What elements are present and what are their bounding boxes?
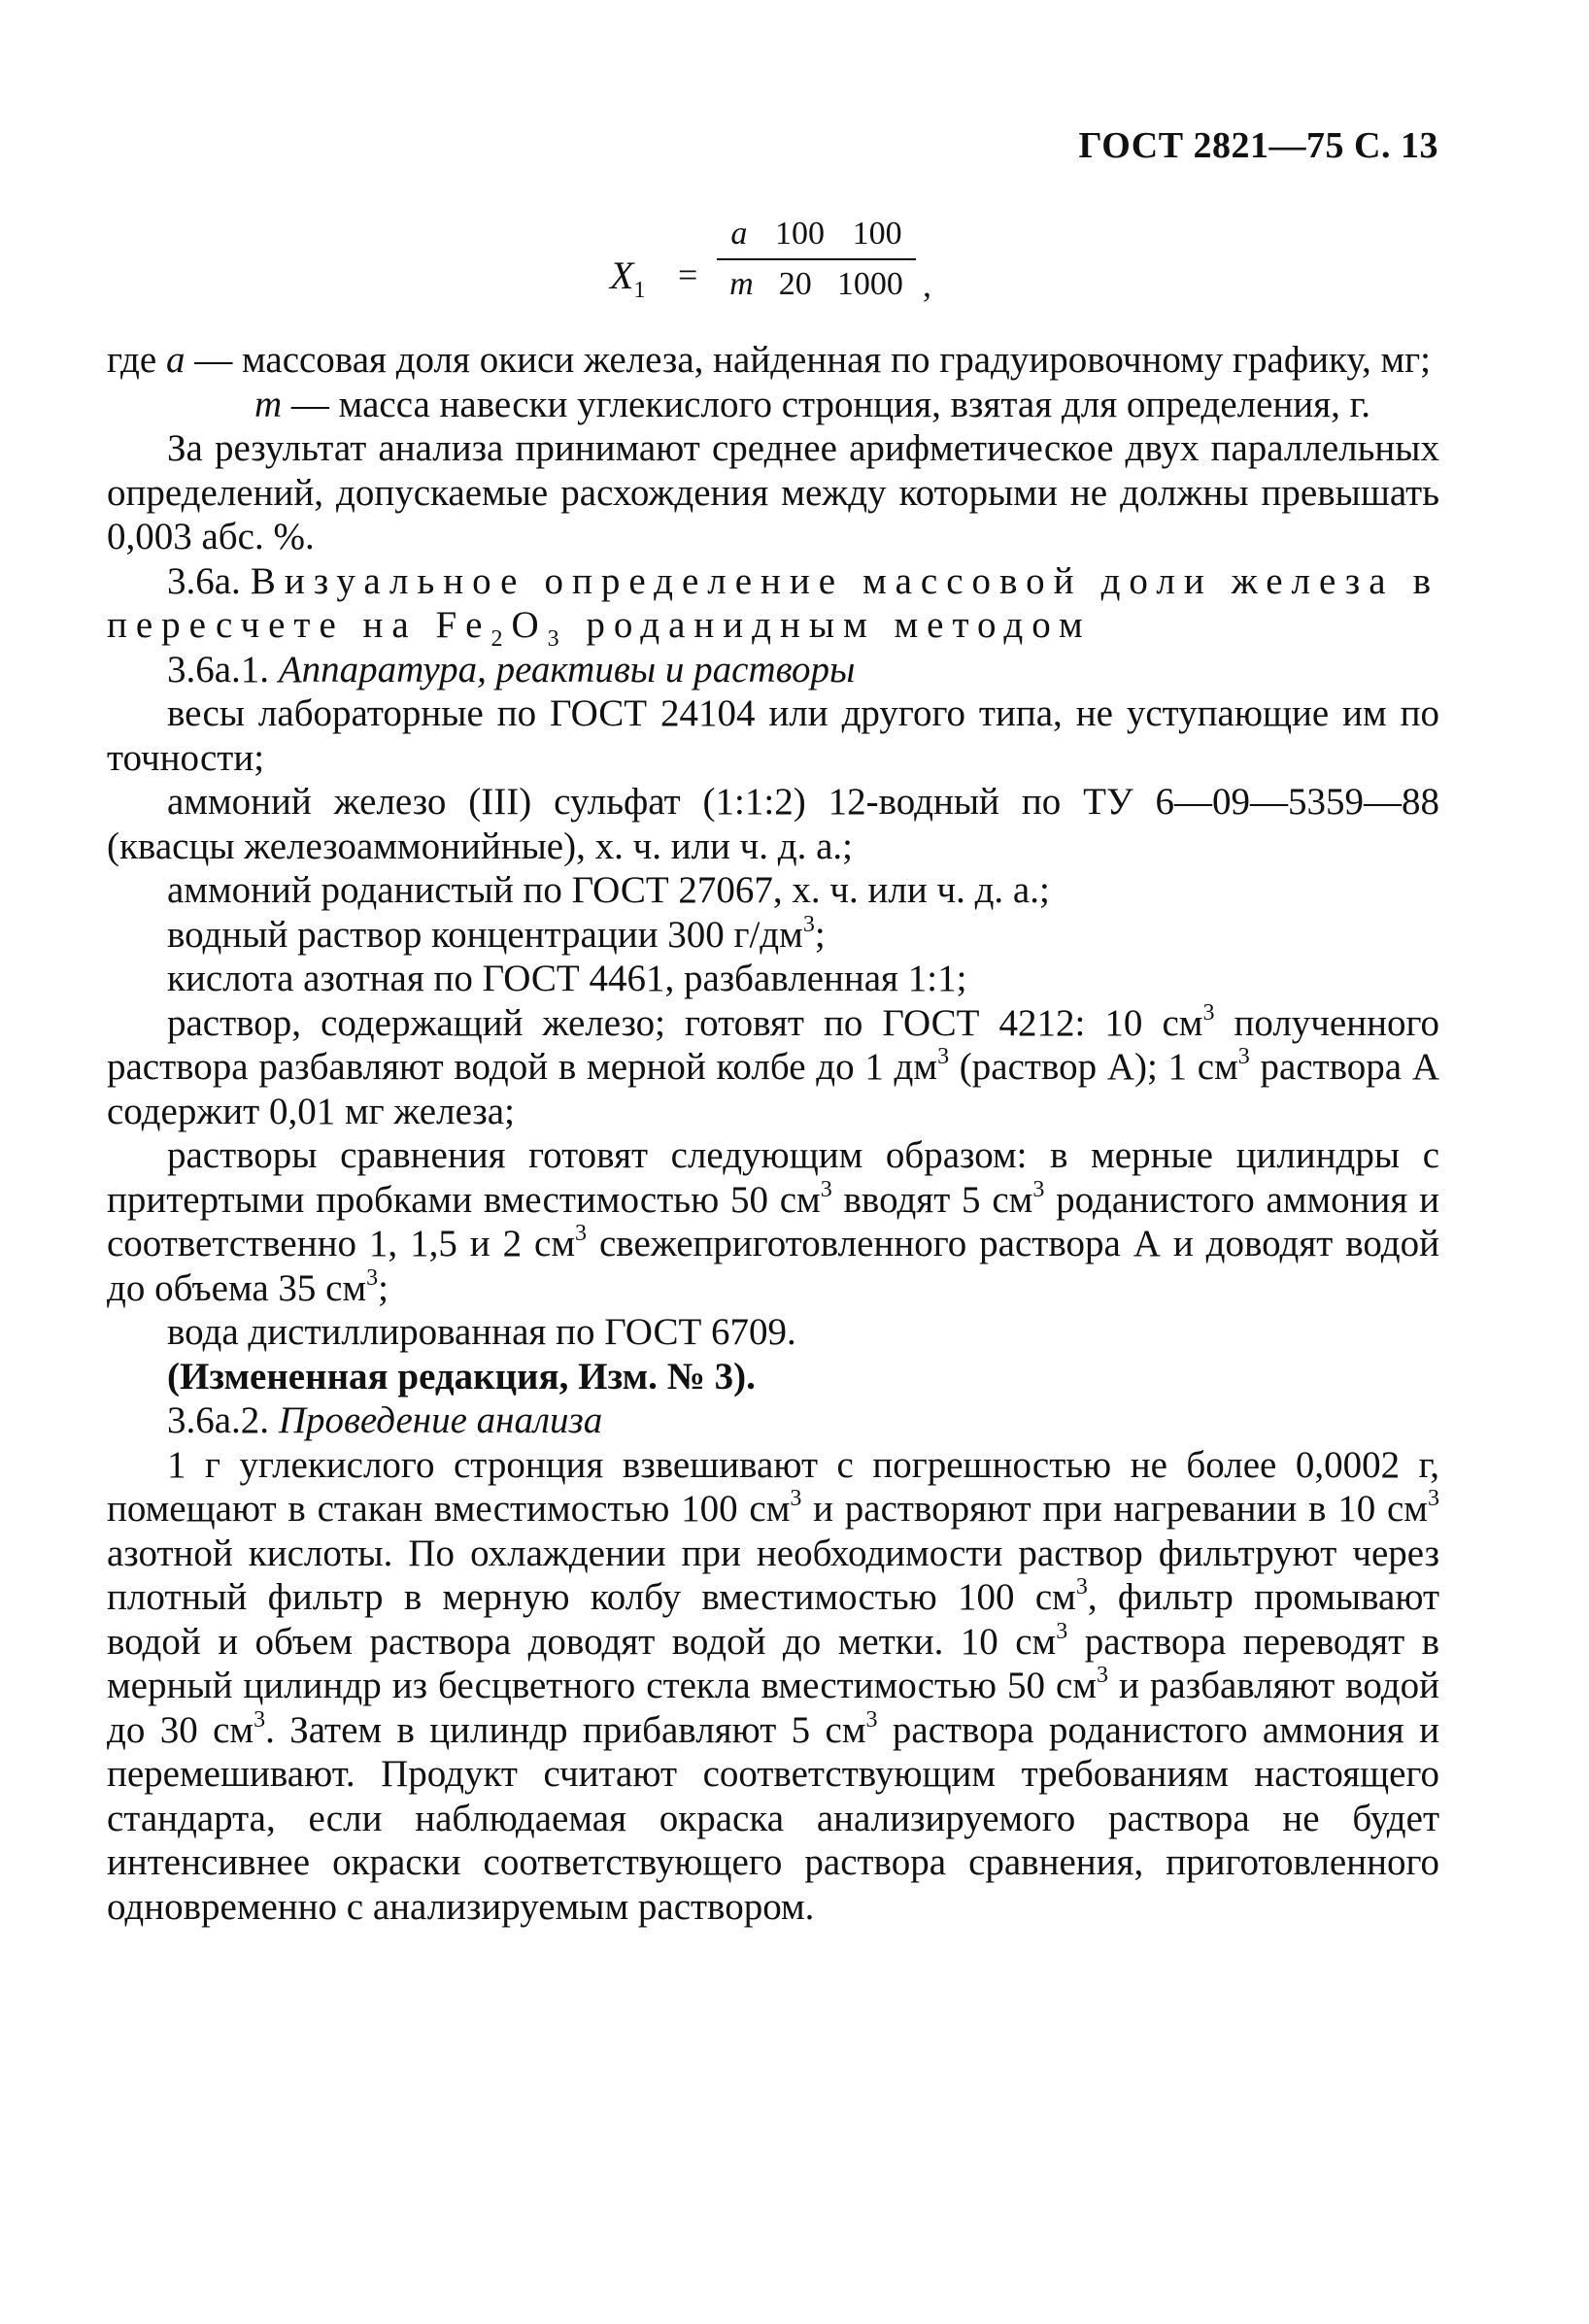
formula-lhs: $X_1$ [610, 253, 646, 303]
list-item: аммоний роданистый по ГОСТ 27067, х. ч. или ч. д. а.; [167, 869, 1050, 911]
section-3-6a-heading: 3.6а. Визуальное определение массовой доли железа в пересчете на $Fe_2O_3$ роданидным методом [107, 559, 1439, 652]
list-item: водный раствор концентрации 300 $г/дм^3$; [167, 911, 826, 956]
list-item: раствор, содержащий железо; готовят по ГОСТ 4212: 10 $см^3$ полученного раствора разбавляют водой в мерной колбе до 1 $дм^3$ (раствор А); 1 $см^3$ раствора А содержит 0,01 мг железа; [107, 999, 1440, 1132]
page-header: ГОСТ 2821—75 С. 13 [1078, 125, 1438, 166]
definition-m: m — масса навески углекислого стронция, взятая для определения, г. [254, 383, 1371, 425]
fraction-line [717, 258, 916, 260]
list-item: аммоний железо (III) сульфат (1:1:2) 12-водный по ТУ 6—09—5359—88 (квасцы железоаммонийные), х. ч. или ч. д. а.; [107, 781, 1439, 867]
formula-numerator: a 100 100 [730, 216, 902, 252]
list-item: вода дистиллированная по ГОСТ 6709. [167, 1311, 796, 1353]
list-item: растворы сравнения готовят следующим образом: в мерные цилиндры с притертыми пробками вместимостью 50 $см^3$ вводят 5 $см^3$ роданистого аммония и соответственно 1, 1,5 и 2 $см^3$ свежеприготовленного раствора А и доводят водой до объема 35 $см^3$; [107, 1134, 1440, 1309]
section-3-6a1-heading: 3.6а.1. Аппаратура, реактивы и растворы [167, 648, 856, 690]
body-text [107, 338, 1439, 1929]
paragraph-result: За результат анализа принимают среднее арифметическое двух параллельных определений, допускаемые расхождения между которыми не должны превышать 0,003 абс. %. [107, 427, 1439, 557]
formula-equals: = [678, 255, 698, 294]
definition-a: где a — массовая доля окиси железа, найденная по градуировочному графику, мг; [107, 339, 1431, 381]
section-3-6a2-heading: 3.6а.2. Проведение анализа [167, 1399, 603, 1441]
formula-denominator: m 20 1000 [729, 266, 903, 302]
amendment-note: (Измененная редакция, Изм. № 3). [167, 1355, 756, 1398]
formula-fraction [717, 216, 916, 303]
document-page: ГОСТ 2821—75 С. 13 $X_1$ = a 100 100 m 20 1000 , где a — массовая доля окиси железа, найденная по градуировочному графику, мг; m — масса навески углекислого стронция, взятая для определения, г. За результат анализа принимают среднее арифметическое двух параллельных определений, допускаемые расхождения между которыми не должны превышать 0,003 абс. %. 3.6а. Визуальное определение массовой доли железа в пересчете на $Fe_2O_3$ роданидным методом 3.6а.1. Аппаратура, реактивы и растворы весы лабораторные по ГОСТ 24104 или другого типа, не уступающие им по точности; аммоний железо (III) сульфат (1:1:2) 12-водный по ТУ 6—09—5359—88 (квасцы железоаммонийные), х. ч. или ч. д. а.; аммоний роданистый по ГОСТ 27067, х. ч. или ч. д. а.; водный раствор концентрации 300 $г/дм^3$; кислота азотная по ГОСТ 4461, разбавленная 1:1; раствор, содержащий железо; готовят по ГОСТ 4212: 10 $см^3$ полученного раствора разбавляют водой в мерной колбе до 1 $дм^3$ (раствор А); 1 $см^3$ раствора А содержит 0,01 мг железа; растворы сравнения готовят следующим образом: в мерные цилиндры с притертыми пробками вместимостью 50 $см^3$ вводят 5 $см^3$ роданистого аммония и соответственно 1, 1,5 и 2 $см^3$ свежеприготовленного раствора А и доводят водой до объема 35 $см^3$; вода дистиллированная по ГОСТ 6709. (Измененная редакция, Изм. № 3). 3.6а.2. Проведение анализа 1 г углекислого стронция взвешивают с погрешностью не более 0,0002 г, помещают в стакан вместимостью 100 $см^3$ и растворяют при нагревании в 10 $см^3$ азотной кислоты. По охлаждении при необходимости раствор фильтруют через плотный фильтр в мерную колбу вместимостью 100 $см^3$, фильтр промывают водой и объем раствора доводят водой до метки. 10 $см^3$ раствора переводят в мерный цилиндр из бесцветного стекла вместимостью 50 $см^3$ и разбавляют водой до 30 $см^3$. Затем в цилиндр прибавляют 5 $см^3$ раствора роданистого аммония и перемешивают. Продукт считают соответствующим требованиям настоящего стандарта, если наблюдаемая окраска анализируемого раствора не будет интенсивнее окраски соответствующего раствора сравнения, приготовленного одновременно с анализируемым раствором. [107, 125, 1440, 1928]
list-item: кислота азотная по ГОСТ 4461, разбавленная 1:1; [167, 958, 967, 999]
paragraph-procedure: 1 г углекислого стронция взвешивают с погрешностью не более 0,0002 г, помещают в стакан вместимостью 100 $см^3$ и растворяют при нагревании в 10 $см^3$ азотной кислоты. По охлаждении при необходимости раствор фильтруют через плотный фильтр в мерную колбу вместимостью 100 $см^3$, фильтр промывают водой и объем раствора доводят водой до метки. 10 $см^3$ раствора переводят в мерный цилиндр из бесцветного стекла вместимостью 50 $см^3$ и разбавляют водой до 30 $см^3$. Затем в цилиндр прибавляют 5 $см^3$ раствора роданистого аммония и перемешивают. Продукт считают соответствующим требованиям настоящего стандарта, если наблюдаемая окраска анализируемого раствора не будет интенсивнее окраски соответствующего раствора сравнения, приготовленного одновременно с анализируемым раствором. [107, 1443, 1439, 1928]
list-item: весы лабораторные по ГОСТ 24104 или другого типа, не уступающие им по точности; [107, 692, 1439, 779]
